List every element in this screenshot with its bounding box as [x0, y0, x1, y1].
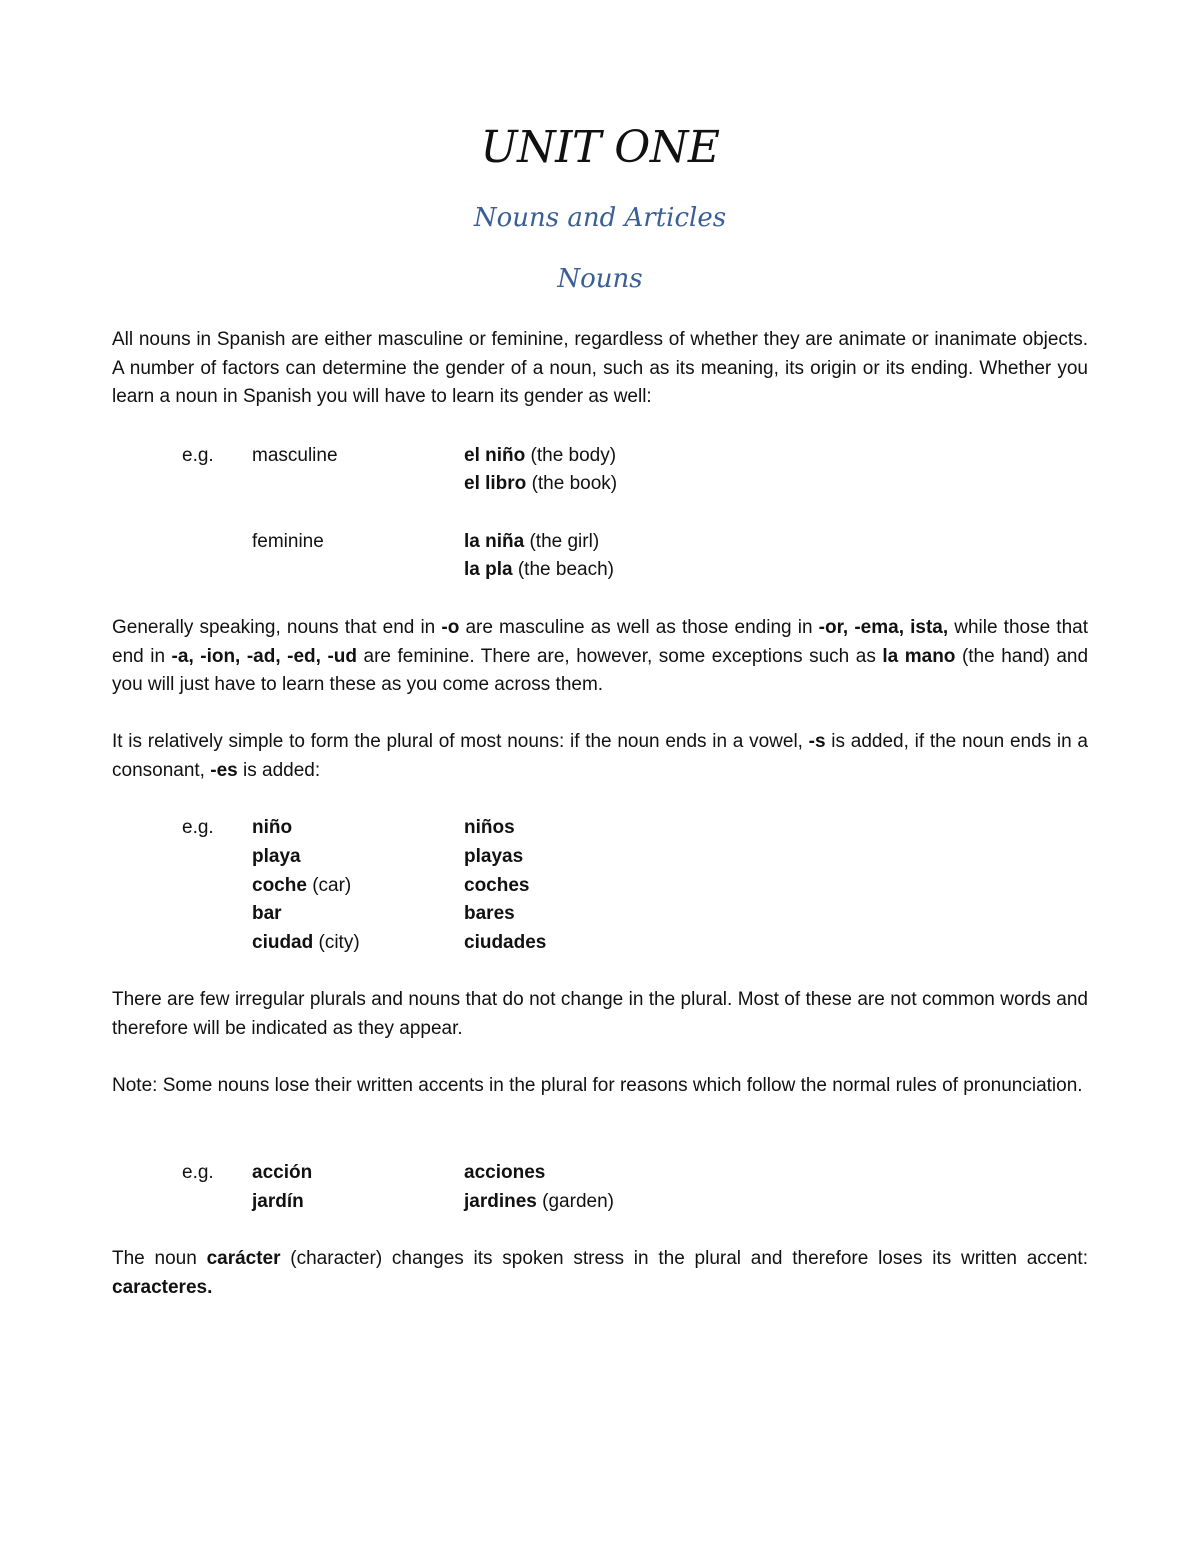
example-gloss: (the beach): [517, 559, 614, 580]
plural-bold: playas: [464, 846, 524, 867]
endings-text-4: are feminine. There are, however, some exceptions such as: [357, 645, 883, 667]
endings-bold-2: -or, -ema, ista,: [818, 617, 949, 638]
eg-label: e.g.: [182, 817, 214, 838]
example-masc-1: [464, 442, 616, 470]
plural-bold: niños: [464, 817, 515, 838]
singular-gloss: (car): [306, 875, 352, 896]
caracter-paragraph: [112, 1245, 1088, 1302]
endings-bold-1: -o: [441, 617, 460, 638]
masculine-label: masculine: [252, 445, 338, 466]
plural-bold-2: -es: [210, 759, 238, 781]
plural-text-2: is added, if the noun ends in a consonant,: [112, 731, 1088, 781]
plural-word: [464, 1188, 614, 1216]
section-heading: Nouns: [557, 264, 643, 294]
singular-word: [252, 843, 301, 871]
plural-word: [464, 872, 529, 900]
endings-text-5: (the hand) and you will just have to learn these as you come across them.: [112, 645, 1089, 696]
example-gloss: (the book): [531, 473, 618, 494]
intro-paragraph: All nouns in Spanish are either masculine or feminine, regardless of whether they are animate or inanimate objects. A number of factors can determine the gender of a noun, such as its meaning, its origin or its ending. Whether you learn a noun in Spanish you will have to learn its gender as well:: [112, 329, 1088, 408]
plural-word: [464, 900, 515, 928]
caracter-text-1: The noun: [112, 1248, 207, 1269]
plural-gloss: (garden): [536, 1191, 614, 1212]
example-word: el libro: [464, 473, 527, 494]
plural-text-1: It is relatively simple to form the plural of most nouns: if the noun ends in a vowel,: [112, 731, 809, 752]
example-gloss: (the body): [530, 445, 617, 466]
singular-bold: bar: [252, 903, 282, 924]
plural-bold: jardines: [464, 1191, 537, 1212]
singular-word: [252, 872, 351, 900]
singular-bold: niño: [252, 817, 293, 838]
plural-bold-1: -s: [808, 731, 826, 752]
endings-paragraph: [112, 614, 1088, 700]
singular-gloss: (city): [313, 932, 360, 953]
irregular-paragraph: There are few irregular plurals and nouns that do not change in the plural. Most of these are not common words and therefore will be indicated as they appear.: [112, 989, 1088, 1039]
example-word: el niño: [464, 445, 526, 466]
example-word: la pla: [464, 559, 513, 580]
plural-intro-paragraph: [112, 728, 1088, 785]
singular-bold: jardín: [252, 1191, 304, 1212]
caracter-bold-1: carácter: [206, 1248, 281, 1269]
example-gloss: (the girl): [529, 531, 600, 552]
endings-bold-3: -a, -ion, -ad, -ed, -ud: [171, 645, 358, 667]
caracter-bold-2: caracteres.: [112, 1276, 213, 1298]
singular-bold: playa: [252, 846, 301, 867]
example-masc-2: [464, 470, 617, 498]
example-fem-1: [464, 528, 599, 556]
plural-word: [464, 1159, 545, 1187]
singular-word: [252, 900, 282, 928]
plural-word: [464, 843, 523, 871]
plural-bold: ciudades: [464, 932, 547, 953]
plural-bold: acciones: [464, 1162, 546, 1183]
singular-bold: ciudad: [252, 932, 314, 953]
chapter-subtitle: Nouns and Articles: [473, 203, 727, 233]
plural-bold: coches: [464, 875, 530, 896]
eg-label: e.g.: [182, 1162, 214, 1183]
endings-text-1: Generally speaking, nouns that end in: [112, 617, 442, 638]
endings-bold-4: la mano: [882, 645, 956, 667]
note-paragraph: Note: Some nouns lose their written accents in the plural for reasons which follow the normal rules of pronunciation.: [112, 1075, 1083, 1096]
endings-text-3: while those that end in: [112, 617, 1088, 667]
unit-title: UNIT ONE: [480, 122, 720, 173]
caracter-text-2: (character) changes its spoken stress in the plural and therefore loses its written accent:: [280, 1248, 1088, 1269]
plural-bold: bares: [464, 903, 515, 924]
singular-word: [252, 929, 360, 957]
singular-bold: acción: [252, 1162, 313, 1183]
endings-text-2: are masculine as well as those ending in: [459, 617, 819, 638]
plural-text-3: is added:: [237, 759, 321, 781]
singular-word: [252, 1188, 304, 1216]
eg-label: e.g.: [182, 445, 214, 466]
singular-bold: coche: [252, 875, 307, 896]
plural-word: [464, 814, 515, 842]
plural-word: [464, 929, 546, 957]
singular-word: [252, 814, 292, 842]
singular-word: [252, 1159, 312, 1187]
example-word: la niña: [464, 531, 525, 552]
example-fem-2: [464, 556, 614, 584]
feminine-label: feminine: [252, 531, 324, 552]
